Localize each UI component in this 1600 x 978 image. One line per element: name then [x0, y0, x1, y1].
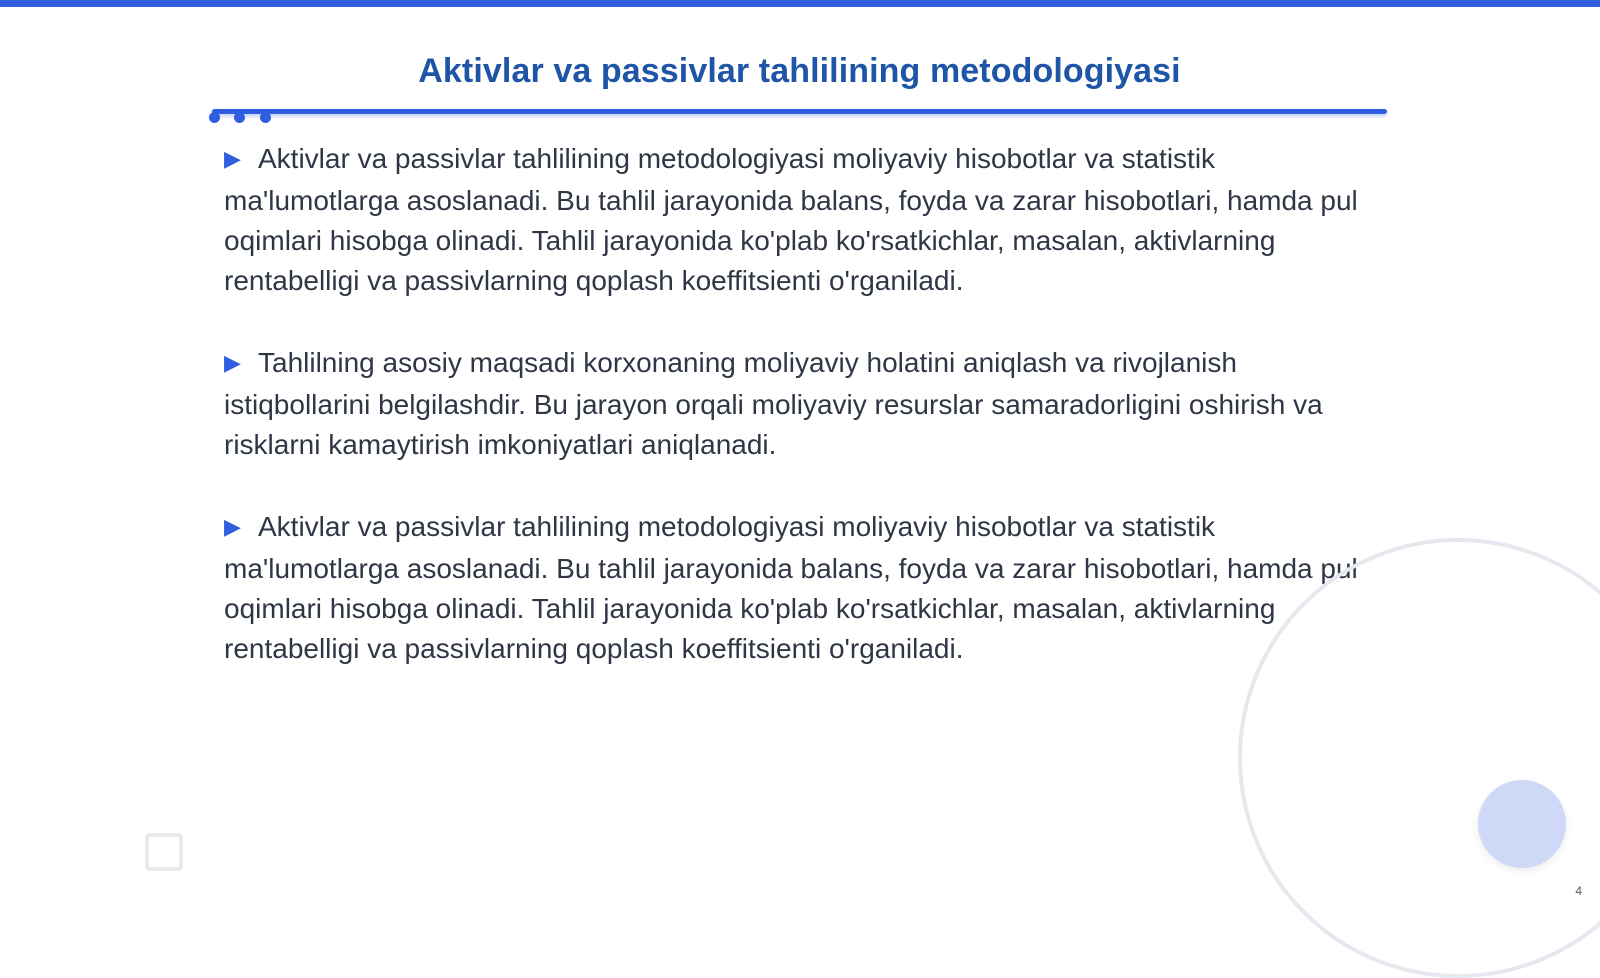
- decorative-dot: [209, 112, 220, 123]
- decorative-square: [145, 833, 183, 871]
- page-number: 4: [1575, 884, 1582, 898]
- decorative-dot: [234, 112, 245, 123]
- bullet-list: [224, 139, 1384, 711]
- slide-title: Aktivlar va passivlar tahlilining metodologiyasi: [418, 52, 1181, 90]
- bullet-text: Aktivlar va passivlar tahlilining metodologiyasi moliyaviy hisobotlar va statistik ma'lumotlarga asoslanadi. Bu tahlil jarayonida balans, foyda va zarar hisobotlari, hamda pul oqimlari hisobga olinadi. Tahlil jarayonida ko'plab ko'rsatkichlar, masalan, aktivlarning rentabelligi va passivlarning qoplash koeffitsienti o'rganiladi.: [224, 143, 1358, 296]
- decorative-dot: [260, 112, 271, 123]
- bullet-item: [224, 507, 1384, 669]
- bullet-item: [224, 139, 1384, 301]
- bullet-item: [224, 343, 1384, 465]
- bullet-text: Tahlilning asosiy maqsadi korxonaning moliyaviy holatini aniqlash va rivojlanish istiqbollarini belgilashdir. Bu jarayon orqali moliyaviy resurslar samaradorligini oshirish va risklarni kamaytirish imkoniyatlari aniqlanadi.: [224, 347, 1323, 460]
- triangle-bullet-icon: ▶: [224, 146, 241, 171]
- title-underline: [212, 109, 1387, 114]
- top-accent-bar: [0, 0, 1600, 7]
- bullet-text: Aktivlar va passivlar tahlilining metodologiyasi moliyaviy hisobotlar va statistik ma'lumotlarga asoslanadi. Bu tahlil jarayonida balans, foyda va zarar hisobotlari, hamda pul oqimlari hisobga olinadi. Tahlil jarayonida ko'plab ko'rsatkichlar, masalan, aktivlarning rentabelligi va passivlarning qoplash koeffitsienti o'rganiladi.: [224, 511, 1358, 664]
- decorative-circle: [1478, 780, 1566, 868]
- triangle-bullet-icon: ▶: [224, 514, 241, 539]
- triangle-bullet-icon: ▶: [224, 350, 241, 375]
